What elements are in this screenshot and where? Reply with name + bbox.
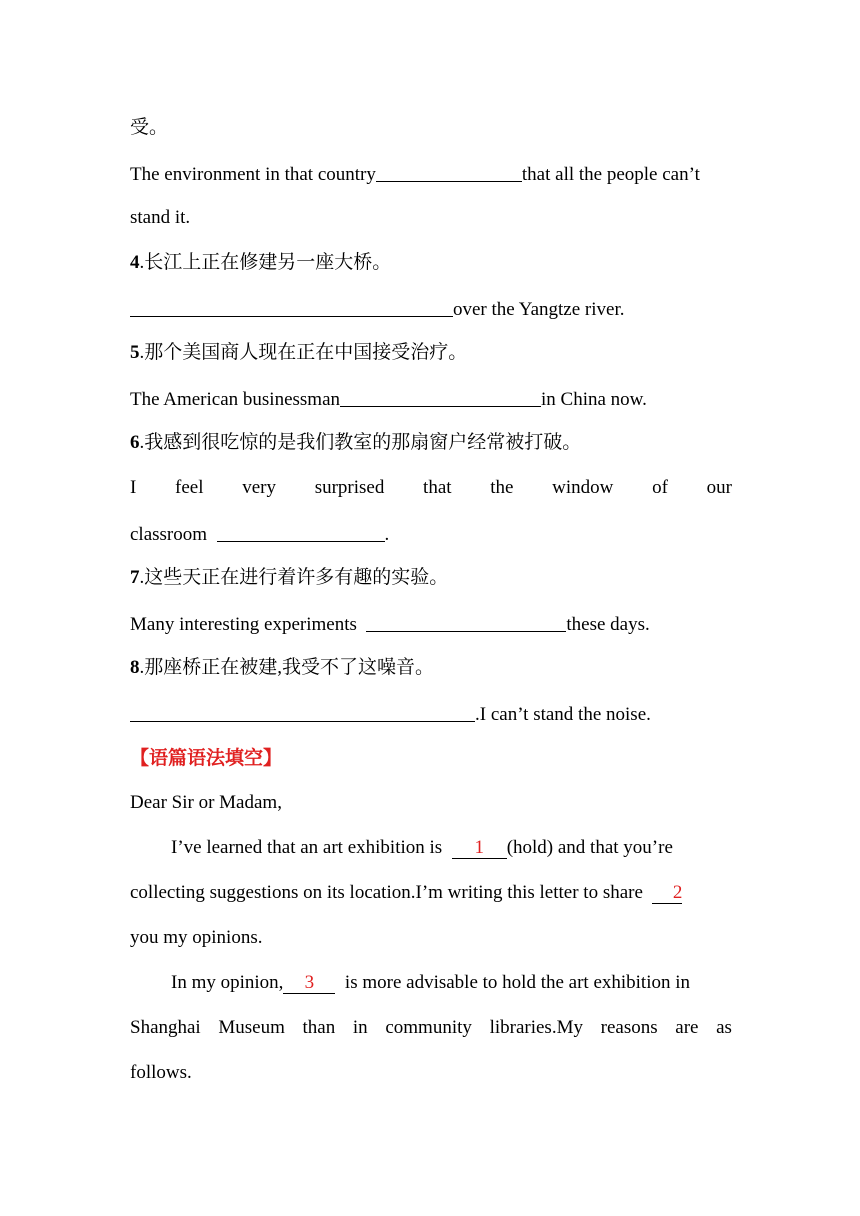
word: reasons <box>600 1017 658 1038</box>
text-fragment: Many interesting experiments <box>130 614 357 635</box>
text-fragment: In my opinion, <box>171 972 284 993</box>
word: libraries.My <box>489 1017 583 1038</box>
section-title: 【语篇语法填空】 <box>130 747 283 769</box>
exercise-7-english <box>130 611 732 637</box>
section-heading <box>130 746 732 771</box>
text-fragment: The American businessman <box>130 389 341 410</box>
word: in <box>352 1017 368 1038</box>
gap-blank-2[interactable]: 2 <box>652 883 682 904</box>
exercise-8-chinese <box>130 656 732 680</box>
word: the <box>490 477 514 498</box>
question-prompt: .长江上正在修建另一座大桥。 <box>139 252 392 273</box>
text-fragment: .I can’t stand the noise. <box>475 704 651 725</box>
word: Shanghai <box>130 1017 201 1038</box>
word: surprised <box>314 477 385 498</box>
exercise-6-chinese <box>130 431 732 455</box>
question-number: 5 <box>130 342 140 363</box>
question-number: 6 <box>130 432 140 453</box>
gap-blank-1[interactable]: 1 <box>452 838 507 859</box>
exercise-5-english <box>130 386 732 412</box>
text-fragment: follows. <box>130 1062 192 1083</box>
question-prompt: .那座桥正在被建,我受不了这噪音。 <box>139 657 435 678</box>
letter-paragraph-1-line-3 <box>130 926 732 950</box>
question-prompt: .我感到很吃惊的是我们教室的那扇窗户经常被打破。 <box>139 432 582 453</box>
question-number: 7 <box>130 567 140 588</box>
letter-paragraph-1-line-1 <box>130 836 732 860</box>
text-fragment: stand it. <box>130 207 191 228</box>
text-fragment: . <box>384 524 390 545</box>
text-fragment: 受。 <box>130 117 169 138</box>
question-prompt: .那个美国商人现在正在中国接受治疗。 <box>139 342 468 363</box>
word: very <box>242 477 276 498</box>
exercise-5-chinese <box>130 341 732 365</box>
exercise-3-english <box>130 161 732 187</box>
letter-paragraph-1-line-2 <box>130 881 732 905</box>
question-prompt: .这些天正在进行着许多有趣的实验。 <box>139 567 449 588</box>
word: as <box>716 1017 732 1038</box>
word: I <box>130 477 137 498</box>
letter-greeting <box>130 791 732 815</box>
gap-blank-3[interactable]: 3 <box>283 973 335 994</box>
word: community <box>385 1017 472 1038</box>
text-line <box>130 206 732 230</box>
answer-blank[interactable] <box>376 163 522 182</box>
word: our <box>706 477 732 498</box>
word: than <box>302 1017 336 1038</box>
word: of <box>652 477 668 498</box>
text-fragment: in China now. <box>541 389 647 410</box>
question-number: 4 <box>130 252 140 273</box>
exercise-6-english-cont <box>130 521 732 547</box>
answer-blank[interactable] <box>340 388 541 407</box>
text-fragment: these days. <box>566 614 650 635</box>
letter-paragraph-2-line-1 <box>130 971 732 995</box>
text-fragment: I’ve learned that an art exhibition is <box>171 837 443 858</box>
text-fragment: classroom <box>130 524 208 545</box>
text-fragment: is more advisable to hold the art exhibition in <box>344 972 691 993</box>
exercise-8-english <box>130 701 732 727</box>
exercise-4-chinese <box>130 251 732 275</box>
letter-paragraph-2-line-2 <box>130 1016 732 1040</box>
text-fragment: over the Yangtze river. <box>453 299 625 320</box>
answer-blank[interactable] <box>366 613 566 632</box>
exercise-4-english <box>130 296 732 322</box>
question-number: 8 <box>130 657 140 678</box>
text-fragment: Dear Sir or Madam, <box>130 792 282 813</box>
word: window <box>552 477 614 498</box>
word: Museum <box>218 1017 285 1038</box>
word: that <box>423 477 452 498</box>
text-fragment: collecting suggestions on its location.I’m writing this letter to share <box>130 882 643 903</box>
text-fragment: (hold) and that you’re <box>506 837 673 858</box>
text-fragment: The environment in that country <box>130 164 376 185</box>
answer-blank[interactable] <box>217 523 385 542</box>
exercise-6-english <box>130 476 732 500</box>
answer-blank[interactable] <box>130 298 453 317</box>
answer-blank[interactable] <box>130 703 475 722</box>
text-line <box>130 116 732 140</box>
text-fragment: that all the people can’t <box>521 164 700 185</box>
exercise-7-chinese <box>130 566 732 590</box>
letter-paragraph-2-line-3 <box>130 1061 732 1085</box>
text-fragment: you my opinions. <box>130 927 263 948</box>
word: are <box>675 1017 699 1038</box>
word: feel <box>175 477 204 498</box>
